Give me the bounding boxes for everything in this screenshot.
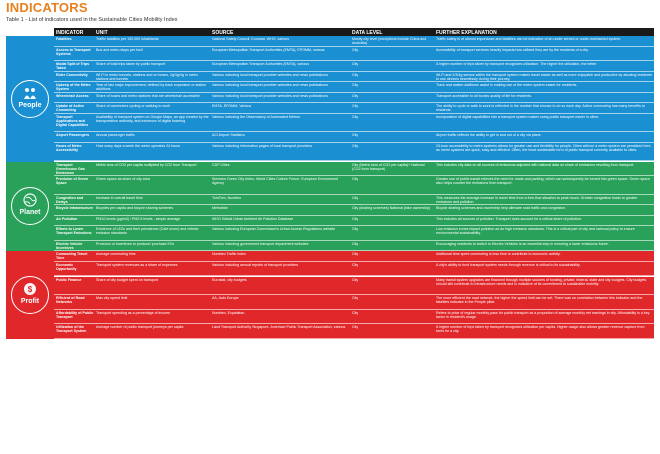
unit-cell: Average number of public transport journeys per capita [96, 325, 184, 330]
table-header [54, 28, 654, 36]
unit-cell: Share of commuters cycling or walking to work [96, 104, 171, 109]
source-cell: Numbeo, Expatistan [212, 310, 245, 315]
indicator-cell: Affordability of Public Transport [56, 310, 94, 319]
table-row [54, 324, 654, 339]
unit-cell: Wi-Fi in metro tunnels, stations and on buses, 2g/3g/4g in metro stations and tunnels [96, 72, 198, 81]
indicator-cell: Uptake of Active Commuting [56, 104, 85, 113]
indicator-cell: Commuting Travel Time [56, 252, 88, 261]
svg-text:$: $ [27, 285, 33, 295]
profit-icon [23, 282, 37, 296]
indicator-cell: Efficient of Road Networks [56, 296, 85, 305]
data-level-cell: City [352, 227, 359, 232]
indicator-cell: Fatalities [56, 37, 72, 41]
indicator-cell: Utilization of the Transport System [56, 325, 87, 334]
header-data-level: DATA LEVEL [352, 29, 383, 36]
source-cell: Various including the Observatory of Automated Metros [212, 114, 300, 119]
source-cell: WHO Global Urban Ambient Air Pollution Database [212, 216, 294, 221]
indicator-cell: Modal Split of Trips Taken [56, 62, 90, 71]
table-row [54, 114, 654, 133]
source-cell: Numbeo Traffic index [212, 252, 246, 257]
unit-cell: Transport spending as a percentage of income [96, 310, 171, 315]
indicator-cell: Access to Transport Systems [56, 47, 91, 56]
table-row [54, 82, 654, 93]
people-icon [23, 86, 37, 100]
unit-cell: Average commuting time [96, 252, 136, 257]
indicator-cell: Upkeep of the Metro System [56, 83, 91, 92]
explanation-cell: The ability to cycle or walk to work is reflected in the number that choose to do so each day. Active commuting has many benefits to residents. [436, 104, 645, 113]
data-level-cell: City [352, 195, 359, 200]
explanation-cell: This includes city data on all sources of emissions adjusted with national data on share of emissions resulting from transport. [436, 162, 634, 167]
source-cell: Metrobike [212, 206, 228, 211]
data-level-cell: City [352, 296, 359, 301]
source-cell: National Safety Council, Eurostat, WHO, various [212, 37, 290, 41]
data-level-cell: City [352, 93, 359, 98]
unit-cell: How many days a week the metro operates 24 hours [96, 143, 181, 148]
source-cell: Siemens Green City Index, World Cities Culture Forum, European Environment Agency [212, 177, 338, 186]
data-level-cell: City [352, 241, 359, 246]
indicator-cell: Rider Connectivity [56, 72, 88, 77]
data-level-cell: Mostly city level (exceptions include China and Australia) [352, 37, 427, 46]
data-level-cell: City [352, 72, 359, 77]
explanation-cell: Many transit system upgrades are financed through multiple sources of funding, private, federal, state and city budgets. City budgets should still contribute to infrastructure needs and is indicative of its commitment to sustainable mobility. [436, 277, 647, 286]
unit-cell: Share of buses and metro stations that are wheelchair accessible [96, 93, 200, 98]
source-cell: Various including local transport provider websites and news publications [212, 72, 328, 77]
data-level-cell: City [352, 325, 359, 330]
indicator-cell: Economic Opportunity [56, 262, 77, 271]
unit-cell: Bicycles per capita and bicycle sharing schemes [96, 206, 174, 211]
source-cell: Various including information pages of local transport providers [212, 143, 313, 148]
planet-pillar-band [6, 162, 54, 252]
table-row [54, 72, 654, 83]
explanation-cell: Accessibility of transport services heavily impacts how utilized they are by the residents of a city. [436, 47, 589, 52]
header-unit: UNIT [96, 29, 108, 36]
source-cell: AA, Auto Europe [212, 296, 239, 301]
unit-cell: Bus and metro stops per km2 [96, 47, 143, 52]
indicator-cell: Provision of Green Space [56, 177, 89, 186]
unit-cell: Max city speed limit [96, 296, 128, 301]
explanation-cell: The more efficient the road network, the higher the speed limit can be set. There was no correlation between this indicator and the fatalities indicator in the People pillar. [436, 296, 643, 305]
indicator-cell: Air Pollution [56, 216, 78, 221]
data-level-cell: City [352, 62, 359, 67]
unit-cell: Year of last major improvement; defined by track expansion or station additions [96, 83, 207, 92]
explanation-cell: Track and station additions assist in making use of the metro system easier for residents. [436, 83, 578, 88]
unit-cell: PM10 levels (µg/m3) / PM2.5 levels - simple average [96, 216, 181, 221]
table-row [54, 241, 654, 252]
explanation-cell: 24-hour accessibility to metro systems allows for greater use and flexibility for people. Cities without a metro system are penalized here, as metro systems are quick, easy and efficient. Often, the most sustainable form of public transport currently available to cities. [436, 143, 652, 152]
people-pillar-band [6, 36, 54, 162]
explanation-cell: Traffic safety is of utmost importance and fatalities can be indicative of an under served or under-maintained system. [436, 37, 621, 41]
table-row [54, 132, 654, 143]
table-row [54, 47, 654, 62]
source-cell: Land Transport Authority Singapore, American Public Transport Association, various [212, 325, 346, 330]
table-row [54, 310, 654, 325]
table-row [54, 143, 654, 162]
header-indicator: INDICATOR [56, 29, 84, 36]
planet-icon [23, 193, 37, 207]
indicator-cell: Transport Greenhouse Gas Emissions [56, 162, 85, 175]
unit-cell: Existence of LEZs and their prevalence (Cafe score) and vehicle emission standards [96, 227, 199, 236]
indicator-cell: Airport Passengers [56, 133, 90, 138]
source-cell: Various including local transport provider websites and news publications [212, 83, 328, 88]
source-cell: Various including government transport department websites [212, 241, 309, 246]
profit-pillar-band [6, 251, 54, 339]
data-level-cell: City [352, 104, 359, 109]
data-level-cell: City [352, 277, 359, 282]
table-row [54, 216, 654, 227]
explanation-cell: Encouraging residents to switch to Electric Vehicles is an essential step in ensuring a lower emissions future. [436, 241, 609, 246]
indicator-cell: Bicycle Infrastructure [56, 206, 93, 211]
explanation-cell: Transport accessible to all boosts quality of life for residents. [436, 93, 532, 98]
data-level-cell: City (Metric tons of CO2 per capita)+ National (CO2 from transport) [352, 162, 425, 171]
explanation-cell: Greater use of public transit relieves the need for roads and parking, which can subsequently be turned into green space. Green space also helps counter the emissions from transport. [436, 177, 650, 186]
explanation-cell: Bicycle sharing schemes and ownership help alleviate road traffic and congestion. [436, 206, 567, 211]
data-level-cell: City [352, 216, 359, 221]
table-row [54, 205, 654, 216]
explanation-cell: A city's ability to fund transport system needs through revenue is critical to its sustainability. [436, 262, 581, 267]
source-cell: ACI Airport Statistics [212, 133, 245, 138]
explanation-cell: This includes all sources of pollution. Transport does account for a critical share of pollution. [436, 216, 582, 221]
source-cell: CDP Cities [212, 162, 230, 167]
source-cell: Various including annual reports of transport providers [212, 262, 299, 267]
table-row [54, 93, 654, 104]
explanation-cell: A higher number of trips taken by transport recognizes utilization. The higher the utilization, the better. [436, 62, 598, 67]
source-cell: Eurostat, city budgets [212, 277, 247, 282]
explanation-cell: Refers to price of regular monthly pass for public transport as a proportion of average monthly net earnings in city. Affordability is a key factor in resident's usage. [436, 310, 650, 319]
data-level-cell: City [352, 47, 359, 52]
unit-cell: Metric tons of CO2 per capita multiplied by CO2 from Transport [96, 162, 197, 167]
table-row [54, 162, 654, 177]
unit-cell: Share of total trips taken by public transport [96, 62, 166, 67]
unit-cell: Provision of incentives to produce/ purchase EVs [96, 241, 175, 246]
explanation-cell: A higher number of trips taken by transport recognizes utilization per capita. Higher usage also allows greater revenue capture from fares for a city. [436, 325, 645, 334]
document-title: INDICATORS [6, 0, 88, 15]
table-row [54, 103, 654, 114]
table-row [54, 226, 654, 241]
header-explanation: FURTHER EXPLANATION [436, 29, 497, 36]
unit-cell: Annual passenger traffic [96, 133, 135, 138]
indicator-cell: Hours of Metro Accessibility [56, 143, 82, 152]
indicator-cell: Public Finance [56, 277, 82, 282]
planet-pillar-label: Planet [19, 209, 41, 217]
table-row [54, 176, 654, 195]
unit-cell: Transport system revenues as a share of expenses [96, 262, 178, 267]
unit-cell: Availability of transport system on Google Maps, an app created by the transportation authority, and existence of digital ticketing [96, 114, 209, 123]
unit-cell: Increase in overall travel time [96, 195, 143, 200]
data-level-cell: City (sharing schemes) National (bike ownership) [352, 206, 431, 211]
people-pillar-label: People [18, 101, 42, 109]
source-cell: Various including local transport provider websites and news publications [212, 93, 328, 98]
table-row [54, 295, 654, 310]
explanation-cell: Low emission zones impact pollution as do high emission standards. This is a critical part of city and national policy to ensure environmental sustainability. [436, 227, 635, 236]
profit-pillar-label: Profit [20, 298, 40, 306]
explanation-cell: Additional time spent commuting is less time to contribute to economic activity. [436, 252, 561, 257]
data-level-cell: City [352, 252, 359, 257]
explanation-cell: Airport traffic reflects the ability to get in and out of a city via plane. [436, 133, 542, 138]
indicator-cell: Wheelchair Access [56, 93, 89, 98]
table-row [54, 262, 654, 277]
data-level-cell: City [352, 143, 359, 148]
header-source: SOURCE [212, 29, 234, 36]
unit-cell: Green space as share of city area [96, 177, 150, 182]
unit-cell: Traffic fatalities per 100,000 inhabitants [96, 37, 159, 41]
table-caption: Table 1 - List of indicators used in the Sustainable Cities Mobility Index [6, 17, 178, 23]
explanation-cell: This measures the average increase in travel time from a free-flow situation to peak hours. Greater congestion leads to greater emissions and pollution. [436, 195, 638, 204]
source-cell: European Metropolitan Transport Authorities (EMTA), various [212, 62, 310, 67]
indicator-cell: Efforts to Lower Transport Emissions [56, 227, 92, 236]
table-row [54, 195, 654, 206]
indicator-cell: Transport Applications and Digital Capabilities [56, 114, 89, 127]
data-level-cell: City [352, 177, 359, 182]
table-row [54, 61, 654, 72]
data-level-cell: City [352, 310, 359, 315]
indicator-cell: Electric Vehicle Incentives [56, 241, 83, 250]
data-level-cell: City [352, 133, 359, 138]
table-row [54, 36, 654, 47]
explanation-cell: Wi-Fi and 2/3/4g service within the transport system makes travel easier as well as more enjoyable and productive by allowing residents to use devices seamlessly during their journey. [436, 72, 652, 81]
data-level-cell: City [352, 83, 359, 88]
table-row [54, 277, 654, 296]
explanation-cell: Incorporation of digital capabilities into a transport system makes using public transport easier in cities. [436, 114, 599, 119]
source-cell: TomTom, Numbeo [212, 195, 242, 200]
source-cell: Various including European Commission's Urban Access Regulations website [212, 227, 336, 232]
indicator-cell: Congestion and Delays [56, 195, 84, 204]
data-level-cell: City [352, 262, 359, 267]
data-level-cell: City [352, 114, 359, 119]
source-cell: European Metropolitan Transport Authorities (EMTA), EPOMM, various [212, 47, 325, 52]
unit-cell: Share of city budget spent on transport [96, 277, 158, 282]
table-row [54, 251, 654, 262]
source-cell: EMTA, EPOMM, Various [212, 104, 252, 109]
